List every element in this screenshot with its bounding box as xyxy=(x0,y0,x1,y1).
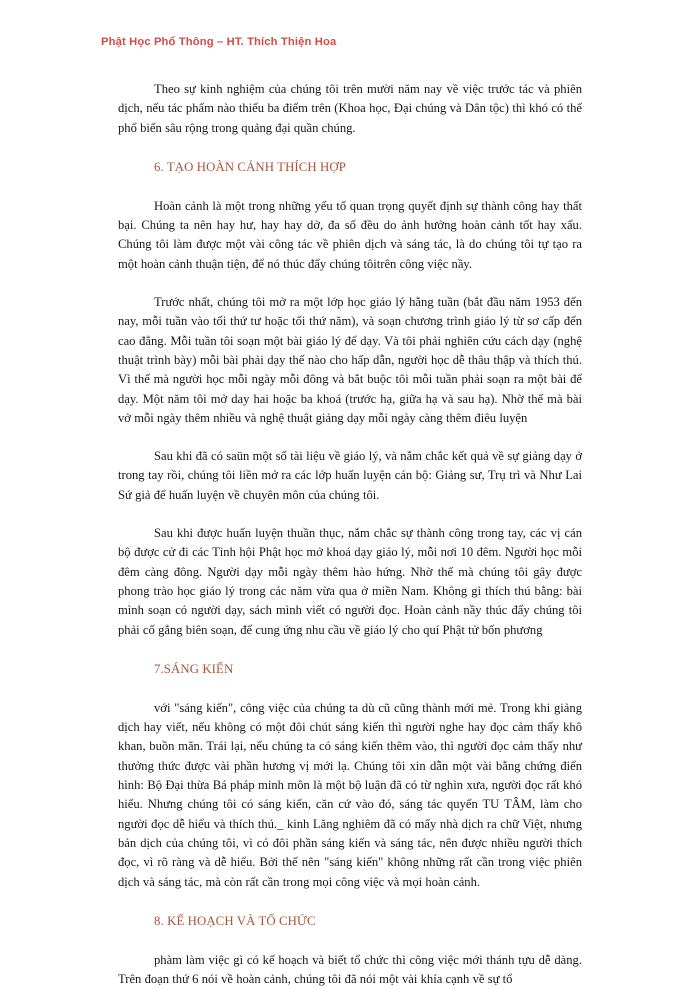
paragraph-ke-hoach: phàm làm việc gì có kế hoạch và biết tổ chức thì công việc mới thánh tựu dễ dàng. Trên đoạn thứ 6 nói về hoàn cảnh, chúng tôi đã nói một vài khía cạnh về sự tổ xyxy=(118,952,582,987)
paragraph-hoan-canh: Hoàn cảnh là một trong những yếu tố quan trọng quyết định sự thành công hay thất bại. Chúng ta nên hay hư, hay hay dở, đa số đều do ảnh hưởng hoàn cảnh tốt hay xấu. Chúng tôi làm được một vài công tác về phiên dịch và sáng tác, là do chúng tôi tự tạo ra một hoàn cảnh thuận tiện, để nó thúc đẩy chúng tôitrên công việc nầy. xyxy=(118,198,582,271)
paragraph-huan-luyen: Sau khi được huấn luyện thuần thục, nắm chắc sự thành công trong tay, các vị cán bộ được cử đi các Tỉnh hội Phật học mở khoá dạy giáo lý, mỗi nơi 10 đêm. Người học mỗi đêm càng đông. Người dạy mỗi ngày thêm hào hứng. Nhờ thế mà chúng tôi gây được phong trào học giáo lý trong các năm vừa qua ở miền Nam. Không gì thích thú bằng: bài mình soạn có người dạy, sách mình viết có người đọc. Hoàn cảnh nầy thúc đẩy chúng tôi phải cố gắng biên soạn, để cung ứng nhu cầu về giáo lý cho quí Phật tử bốn phương xyxy=(118,526,582,637)
paragraph-tai-lieu: Sau khi đã có saün một số tài liệu về giáo lý, và nắm chắc kết quả về sự giảng dạy ở trong tay rồi, chúng tôi liền mở ra các lớp huấn luyện cán bộ: Giảng sư, Trụ trì và Như Lai Sứ giả để huấn luyện về chuyên môn của chúng tôi. xyxy=(118,449,582,502)
spacer xyxy=(118,640,582,660)
spacer xyxy=(118,177,582,197)
paragraph-sang-kien: với "sáng kiến", công việc của chúng ta dù cũ cũng thành mới mẻ. Trong khi giảng dịch hay viết, nếu không có một đôi chút sáng kiến thì người nghe hay đọc cảm thấy khô khan, buồn mãn. Trái lại, nếu chúng ta có sáng kiến thêm vào, thì người đọc cảm thấy như thưởng thức được vài phần hương vị mới lạ. Chúng tôi xin dẫn một vài bằng chứng điển hình: Bộ Đại thừa Bá pháp minh môn là một bộ luận đã có từ nghìn xưa, người đọc rất khó hiểu. Nhưng chúng tôi có sáng kiến, căn cứ vào đó, sáng tác quyển TU TÂM, làm cho người đọc dễ hiểu và thích thú._ kinh Lăng nghiêm đã có mấy nhà dịch ra chữ Việt, nhưng bản dịch của chúng tôi, vì có đôi phần sáng kiến và sáng tác, nên được nhiều người thích đọc, vì rõ ràng và dễ hiểu. Bởi thế nên "sáng kiến" không những rất cần trong việc phiên dịch và sáng tác, mà còn rất cần trong mọi công việc và mọi hoàn cảnh. xyxy=(118,700,582,889)
spacer xyxy=(118,428,582,447)
document-body xyxy=(118,80,582,989)
spacer xyxy=(118,505,582,524)
section-heading-7: 7.SÁNG KIẾN xyxy=(154,661,234,676)
section-heading-8: 8. KẾ HOẠCH VÀ TỔ CHỨC xyxy=(154,913,316,928)
paragraph-truoc-nhat: Trước nhất, chúng tôi mở ra một lớp học giáo lý hằng tuần (bắt đầu năm 1953 đến nay, mỗi tuần vào tối thứ tư hoặc tối thứ năm), và soạn chương trình giáo lý từ sơ cấp đến cao đẳng. Mỗi tuần tôi soạn một bài giáo lý để dạy. Và tôi phải nghiên cứu cách dạy (nghệ thuật trình bày) mỗi bài phải dạy thế nào cho hấp dẫn, người học dễ thâu thập và thích thú. Vì thế mà người học mỗi ngày mỗi đông và bắt buộc tôi mỗi tuần phải soạn ra một bài để dạy. Một năm tôi mở day hai hoặc ba khoá (trước hạ, giữa hạ và sau hạ). Nhờ thế mà bài vở mỗi ngày thêm nhiều và nghệ thuật giảng dạy mỗi ngày càng thêm điêu luyện xyxy=(118,295,582,425)
spacer xyxy=(118,931,582,951)
running-header: Phật Học Phổ Thông – HT. Thích Thiện Hoa xyxy=(101,36,337,48)
spacer xyxy=(118,892,582,912)
spacer xyxy=(118,679,582,699)
spacer xyxy=(118,138,582,158)
paragraph-intro: Theo sự kinh nghiệm của chúng tôi trên mười năm nay về việc trước tác và phiên dịch, nếu tác phẩm nào thiếu ba điểm trên (Khoa học, Đại chúng và Dân tộc) thì khó có thể phổ biến sâu rộng trong quảng đại quần chúng. xyxy=(118,82,582,135)
spacer xyxy=(118,274,582,293)
section-heading-6: 6. TẠO HOÀN CẢNH THÍCH HỢP xyxy=(154,159,346,174)
